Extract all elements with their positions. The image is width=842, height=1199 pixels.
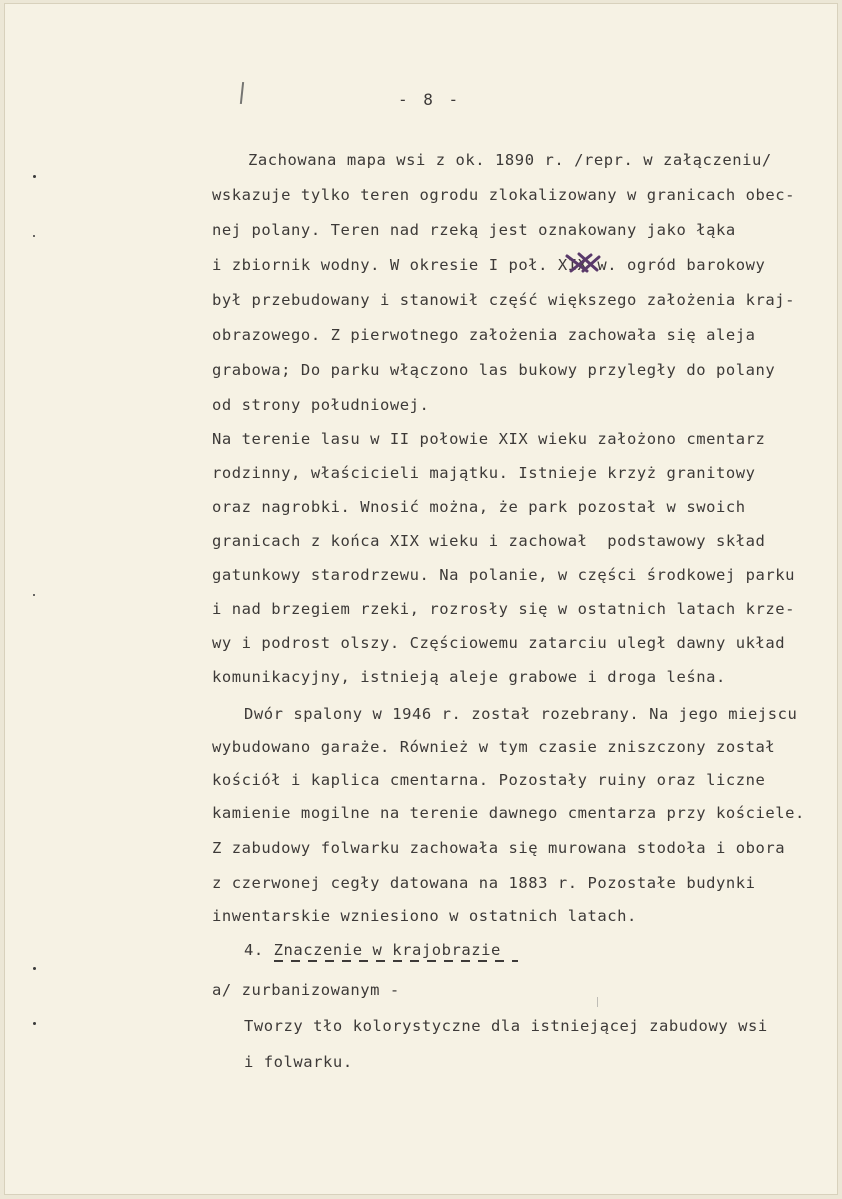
margin-dot [33, 1022, 36, 1025]
text-line: nej polany. Teren nad rzeką jest oznakowany jako łąka [212, 221, 736, 239]
text-line: kościół i kaplica cmentarna. Pozostały ruiny oraz liczne [212, 771, 766, 789]
text-line: inwentarskie wzniesiono w ostatnich latach. [212, 907, 637, 925]
text-line: rodzinny, właścicieli majątku. Istnieje krzyż granitowy [212, 464, 756, 482]
text-line: Dwór spalony w 1946 r. został rozebrany. Na jego miejscu [244, 705, 798, 723]
margin-dot [33, 967, 36, 970]
text-line: gatunkowy starodrzewu. Na polanie, w części środkowej parku [212, 566, 796, 584]
text-line: Tworzy tło kolorystyczne dla istniejącej zabudowy wsi [244, 1017, 768, 1035]
subsection-label: a/ zurbanizowanym - [212, 981, 400, 999]
text-line: wskazuje tylko teren ogrodu zlokalizowany w granicach obec- [212, 186, 796, 204]
text-line: grabowa; Do parku włączono las bukowy przyległy do polany [212, 361, 776, 379]
margin-dot [33, 235, 35, 237]
pencil-tick-mark [597, 997, 598, 1007]
text-line: granicach z końca XIX wieku i zachował podstawowy skład [212, 532, 766, 550]
text-line: Z zabudowy folwarku zachowała się murowana stodoła i obora [212, 839, 786, 857]
text-line: i folwarku. [244, 1053, 353, 1071]
text-line: i nad brzegiem rzeki, rozrosły się w ostatnich latach krze- [212, 600, 796, 618]
text-line: Zachowana mapa wsi z ok. 1890 r. /repr. w załączeniu/ [248, 151, 772, 169]
text-line: wybudowano garaże. Również w tym czasie zniszczony został [212, 738, 776, 756]
text-line: oraz nagrobki. Wnosić można, że park pozostał w swoich [212, 498, 746, 516]
heading-dashed-underline [274, 959, 518, 963]
text-line: z czerwonej cegły datowana na 1883 r. Pozostałe budynki [212, 874, 756, 892]
handwritten-strikeout [565, 252, 601, 274]
margin-dot [33, 594, 35, 596]
text-line: od strony południowej. [212, 396, 430, 414]
text-line: komunikacyjny, istnieją aleje grabowe i droga leśna. [212, 668, 726, 686]
text-line: był przebudowany i stanowił część większego założenia kraj- [212, 291, 796, 309]
text-line: i zbiornik wodny. W okresie I poł. XIX w. ogród barokowy [212, 256, 766, 274]
margin-dot [33, 175, 36, 178]
page-number: - 8 - [398, 90, 462, 109]
text-line: kamienie mogilne na terenie dawnego cmentarza przy kościele. [212, 804, 805, 822]
text-line: Na terenie lasu w II połowie XIX wieku założono cmentarz [212, 430, 766, 448]
text-line: obrazowego. Z pierwotnego założenia zachowała się aleja [212, 326, 756, 344]
text-line: wy i podrost olszy. Częściowemu zatarciu uległ dawny układ [212, 634, 786, 652]
section-heading: 4. Znaczenie w krajobrazie [244, 941, 501, 959]
